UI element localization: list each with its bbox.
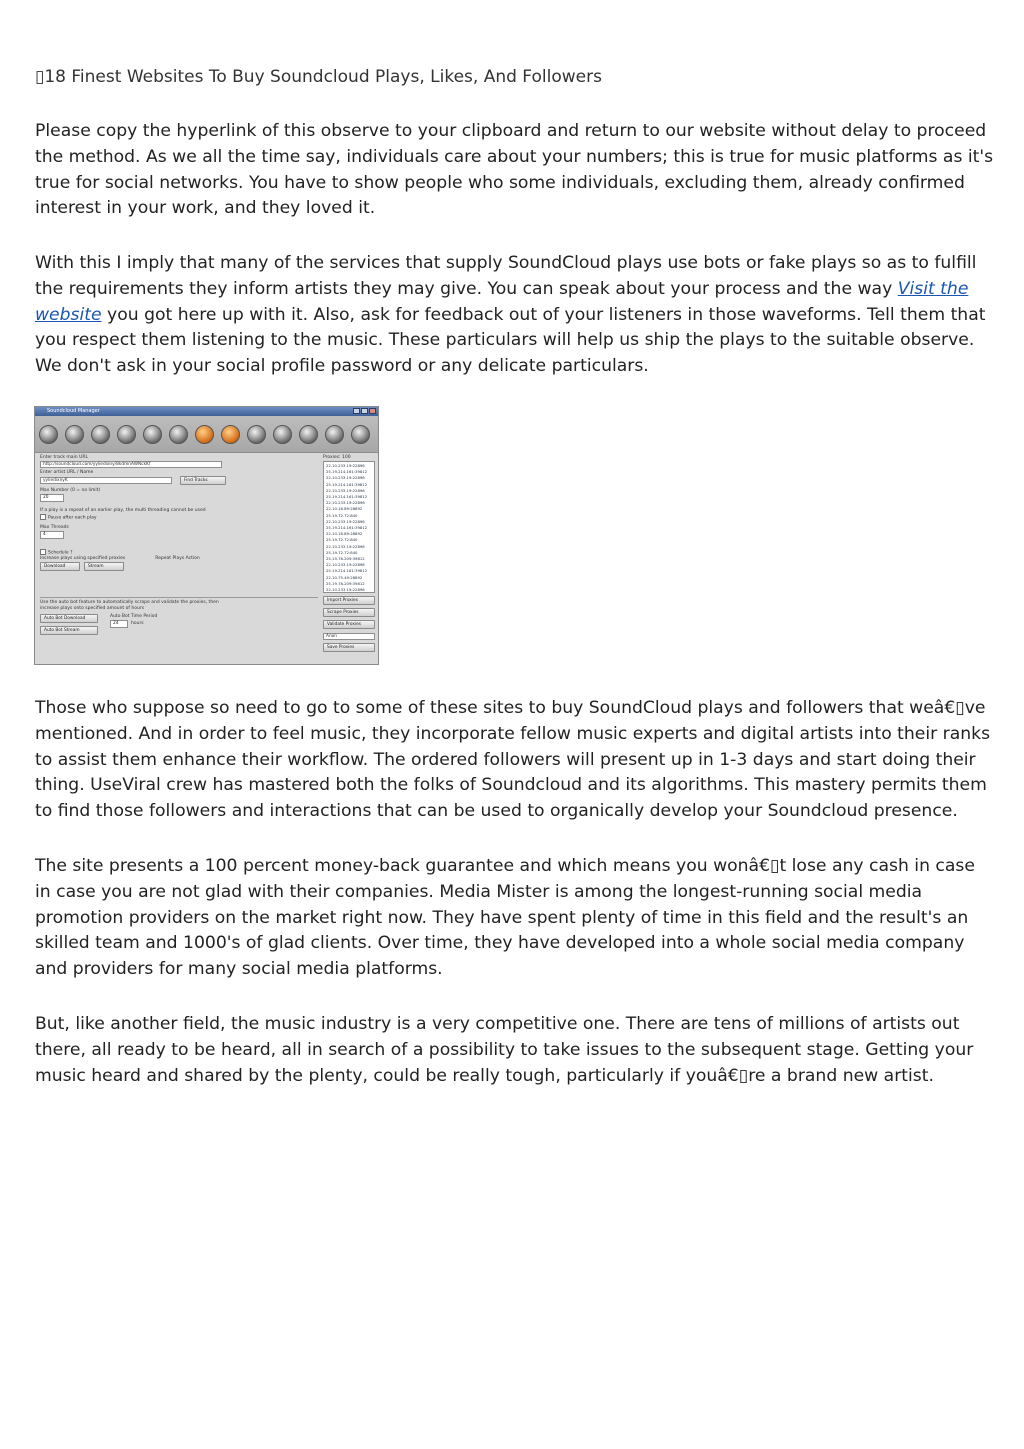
proxy-list-item: 25.19.214.161:39812 [326,568,368,574]
page-title [35,66,602,88]
page-title-text: 18 Finest Websites To Buy Soundcloud Plays, Likes, And Followers [44,67,602,87]
proxy-list-item: 22.10.233.19:22896 [326,562,365,568]
close-icon [369,408,376,414]
tools-icon [325,425,344,444]
user-icon [91,425,110,444]
settings-icon [299,425,318,444]
time-unit: hours [131,621,144,626]
proxy-list [323,461,375,593]
refresh-icon [143,425,162,444]
proxy-list-item: 25.19.72.72:840 [326,549,358,555]
proxy-list-item: 25.19.78.209:39812 [326,556,365,562]
proxy-list-item: 25.19.214.161:39812 [326,525,368,531]
proxy-list-item: 22.10.233.19:22896 [326,543,365,549]
app-divider [40,597,318,598]
user-url-field: yyliedixnyK [40,477,172,484]
find-tracks-button: Find Tracks [180,476,226,485]
gear-icon [39,425,58,444]
proxy-list-item: 22.10.18.89:28892 [326,531,363,537]
paragraph-5: But, like another field, the music industry is a very competitive one. There are tens of millions of artists out there, all ready to be heard, all in search of a possibility to take issues to the subsequent stage. Getting your music heard and shared by the plenty, could be really tough, particularly if youâ€▯re a brand new artist. [35,1014,974,1086]
max-number-label: Max Number (0 = no limit) [40,488,101,493]
proxy-list-item: 22.10.233.19:22896 [326,463,365,468]
app-toolbar [35,416,378,453]
user-url-label: Enter artist URL / Name [40,470,94,475]
app-left-panel [40,455,318,571]
paragraph-4: The site presents a 100 percent money-back guarantee and which means you wonâ€▯t lose any cash in case in case you are not glad with their companies. Media Mister is among the longest-running social media promotion providers on the market right now. They have spent plenty of time in this field and the result's an skilled team and 1000's of glad clients. Over time, they have developed into a whole social media company and providers for many social media platforms. [35,856,975,980]
max-threads-label: Max Threads [40,524,69,530]
track-url-field: http://soundcloud.com/yyliedixny/8kdmnAWNckKf [40,461,222,468]
app-window-title: Soundcloud Manager [47,408,100,414]
download-button: Download [40,562,80,571]
auto-note: Use the auto bot feature to automatically scrape and validate the proxies, then increase plays onto specified amount of hours [40,600,219,611]
pause-label: Pause after each play [48,515,97,521]
paragraph-3: Those who suppose so need to go to some of these sites to buy SoundCloud plays and followers that weâ€▯ve mentioned. And in order to feel music, they incorporate fellow music experts and digital artists into their ranks to assist them enhance their workflow. The ordered followers will present up in 1-3 days and start doing their thing. UseViral crew has mastered both the folks of Soundcloud and its algorithms. This mastery permits them to find those followers and interactions that can be used to organically develop your Soundcloud presence. [35,698,991,822]
app-auto-panel [40,600,318,635]
increase-label: Increase plays using specified proxies [40,556,126,561]
paragraph-2 [35,251,995,380]
proxy-list-item: 22.10.233.19:22896 [326,500,365,506]
minimize-icon [353,408,360,414]
heart-icon [169,425,188,444]
pause-checkbox [40,514,46,520]
mail-icon [117,425,136,444]
proxy-type-select: Anon [323,633,375,640]
proxy-list-item: 25.19.78.209:39812 [326,580,365,586]
repeat-label: Repeat Plays Action [155,556,200,561]
stop-icon [221,425,240,444]
proxy-list-item: 22.10.233.19:22896 [326,475,365,481]
scrape-proxies-button: Scrape Proxies [323,608,375,617]
proxy-list-item: 25.19.214.161:39812 [326,481,368,487]
help-icon [351,425,370,444]
app-screenshot-image [34,406,379,665]
download-icon [247,425,266,444]
paragraph-2-text-before: With this I imply that many of the services that supply SoundCloud plays use bots or fake plays so as to fulfill the requirements they inform artists they may give. You can speak about your process and the way [35,253,977,299]
proxy-list-item: 25.19.214.161:39812 [326,469,368,475]
proxy-list-item: 25.19.72.72:840 [326,537,358,543]
app-proxies-panel [323,455,375,652]
schedule-label: Schedule ? [48,550,73,555]
time-stepper: 24 [110,620,128,628]
stream-button: Stream [84,562,124,571]
max-number-stepper: 20 [40,494,64,502]
paragraph-1: Please copy the hyperlink of this observe to your clipboard and return to our website without delay to proceed the method. As we all the time say, individuals care about your numbers; this is true for music platforms as it's true for social networks. You have to show people who some individuals, excluding them, already confirmed interest in your work, and they loved it. [35,121,994,219]
max-threads-stepper: 4 [40,531,64,539]
schedule-checkbox [40,549,46,555]
users-icon [65,425,84,444]
proxies-label: Proxies: 100 [323,455,351,460]
proxy-list-item: 22.10.233.19:22896 [326,587,365,593]
proxy-list-item: 22.10.75.49:28892 [326,574,363,580]
play-icon [195,425,214,444]
time-label: Auto Bot Time Period [110,614,158,619]
proxy-list-item: 22.10.233.19:22896 [326,487,365,493]
proxy-list-item: 22.10.233.19:22896 [326,518,365,524]
track-url-label: Enter track main URL [40,455,88,460]
proxy-list-item: 25.19.72.72:840 [326,512,358,518]
paragraph-2-text-after: you got here up with it. Also, ask for feedback out of your listeners in those waveforms. Tell them that you respect them listening to the music. These particulars will help us ship the plays to the suitable observe. We don't ask in your social profile password or any delicate particulars. [35,304,986,377]
proxy-list-item: 22.10.18.89:28892 [326,506,363,512]
auto-stream-button: Auto Bot Stream [40,626,98,635]
list-icon [273,425,292,444]
proxy-list-item: 25.19.214.161:39812 [326,494,368,500]
maximize-icon [361,408,368,414]
save-proxies-button: Save Proxies [323,643,375,652]
skip-note: If a play is a repeat of an earlier play, the multi threading cannot be used [40,508,206,513]
auto-download-button: Auto Bot Download [40,614,98,623]
validate-proxies-button: Validate Proxies [323,620,375,629]
visit-website-link[interactable]: Visit the website [35,278,969,325]
app-titlebar [35,407,378,416]
missing-glyph-icon: ▯ [35,67,45,87]
import-proxies-button: Import Proxies [323,596,375,605]
